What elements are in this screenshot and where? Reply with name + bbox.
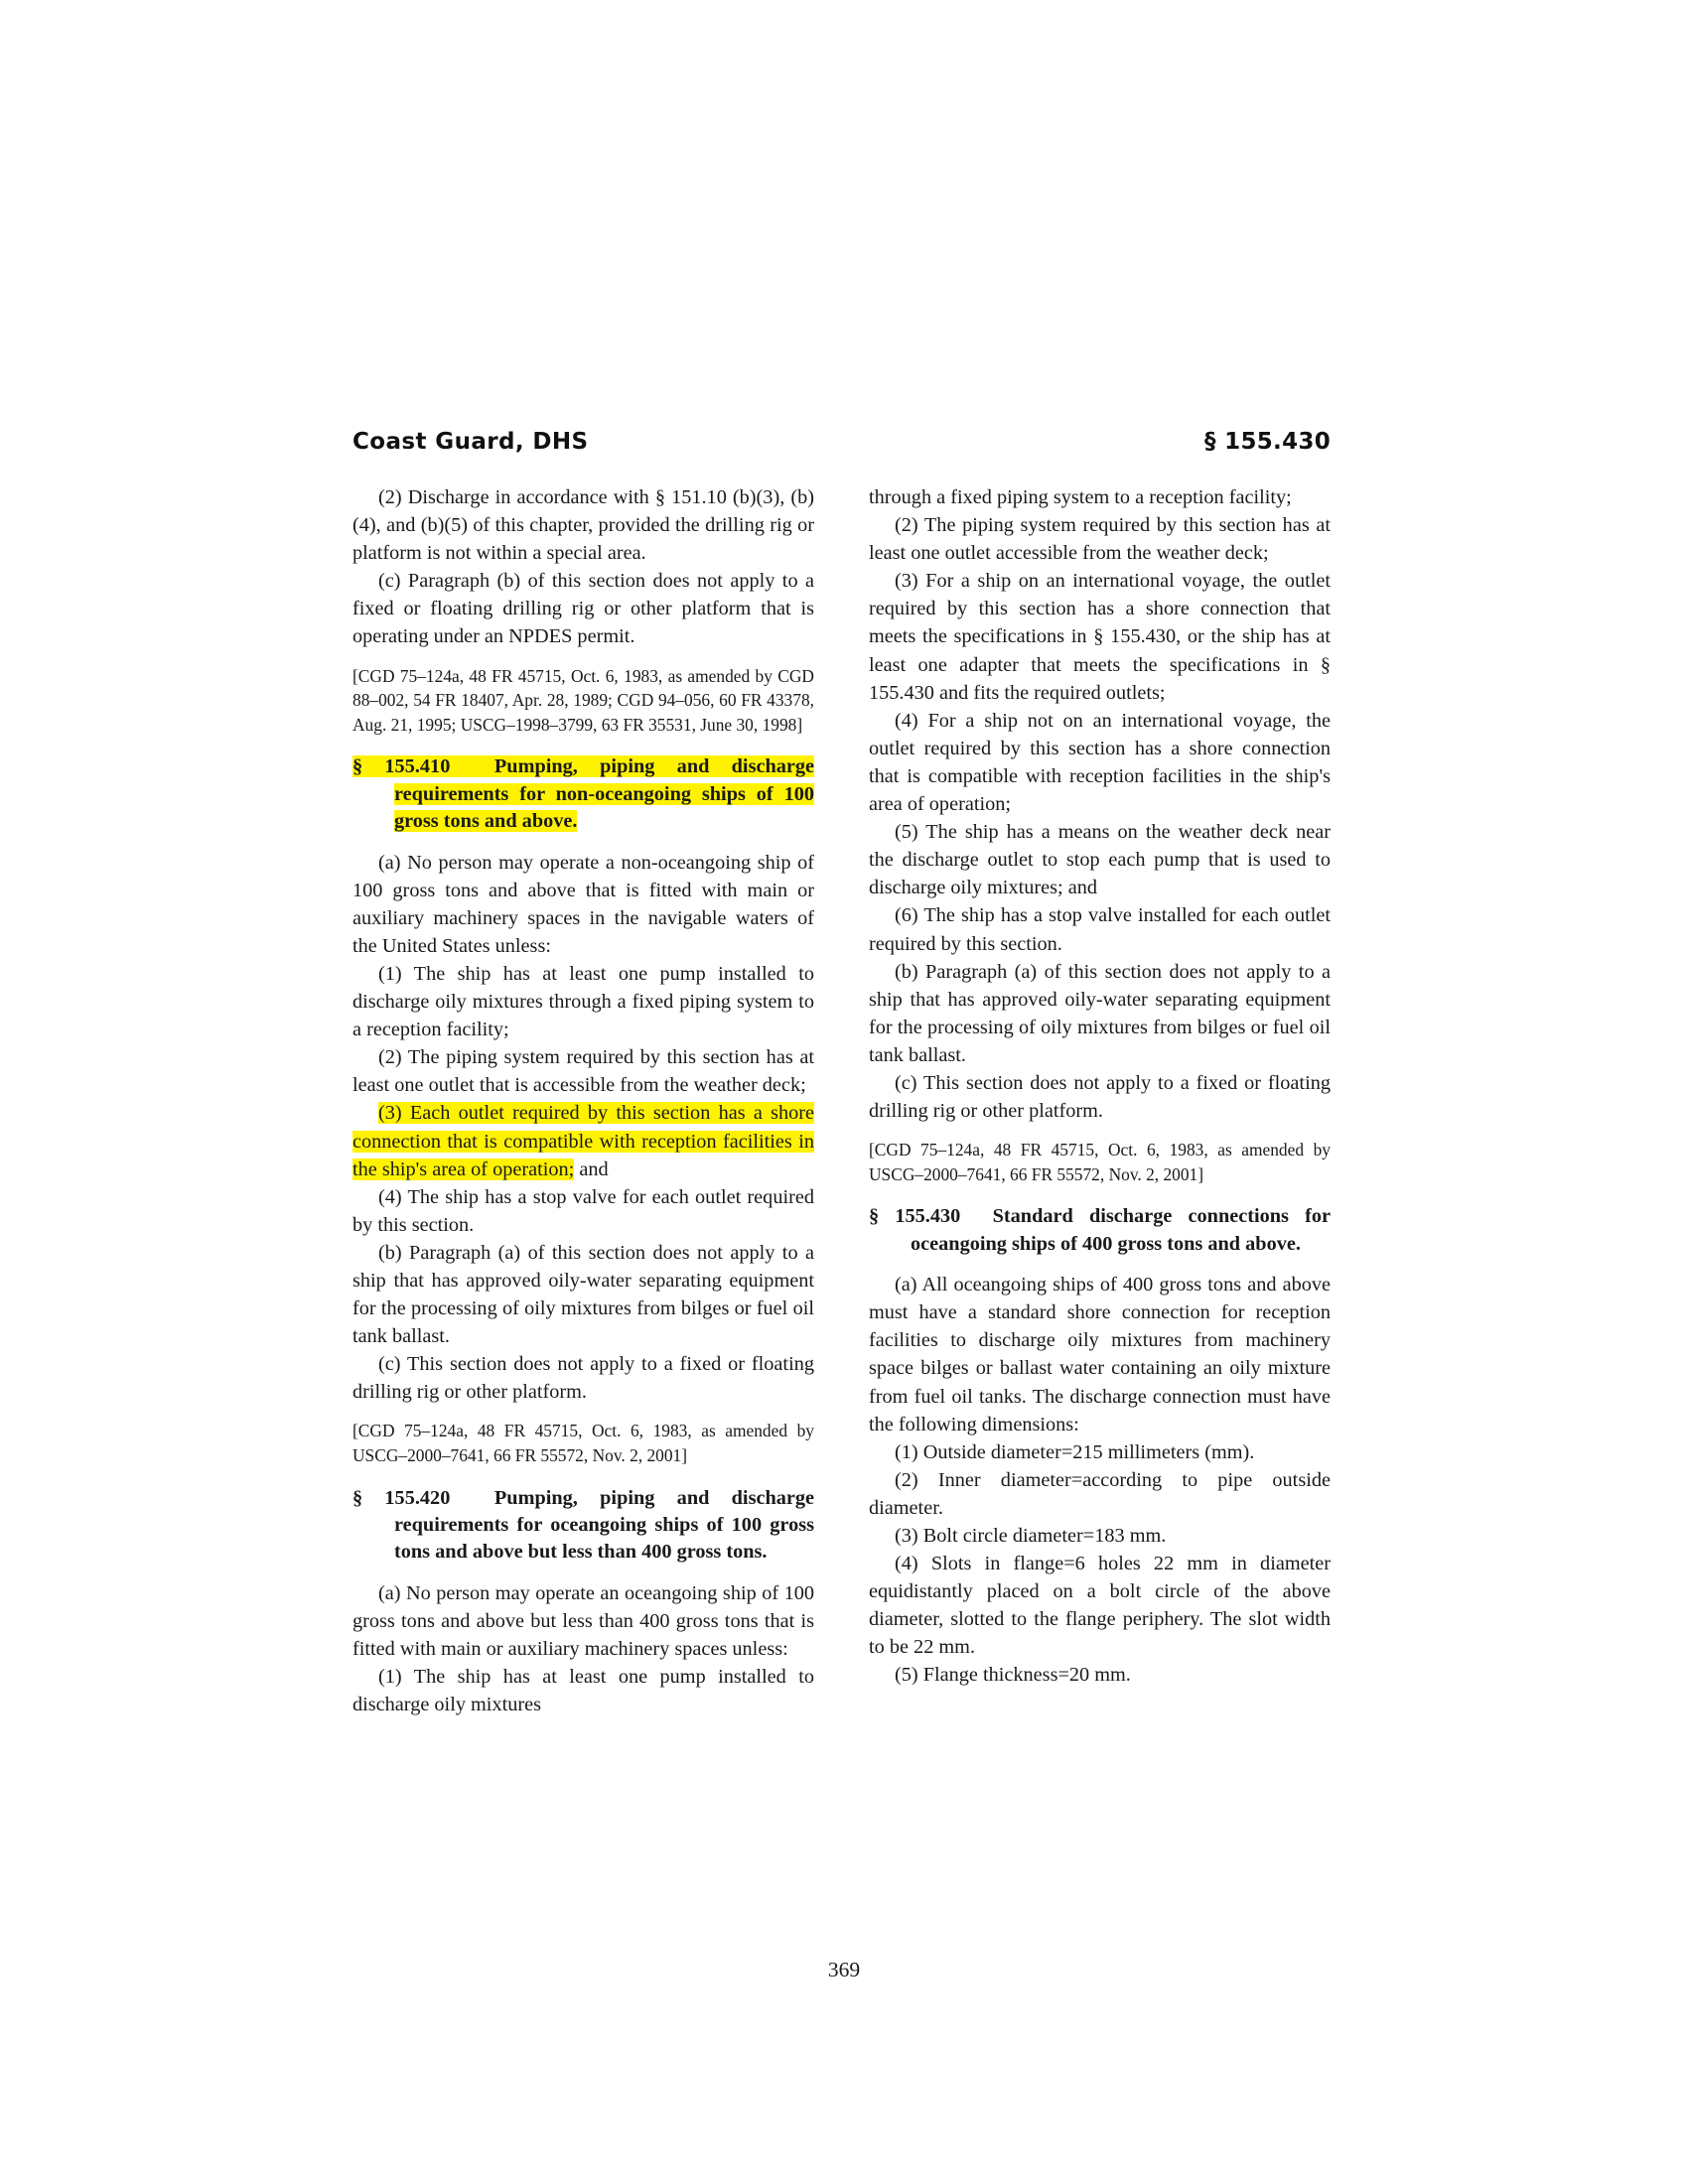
two-column-body — [352, 483, 1331, 1923]
paragraph-430-a3: (3) Bolt circle diameter=183 mm. — [895, 1525, 1167, 1547]
highlighted-text-410-a3: (3) Each outlet required by this section has a shore connection that is compatible with reception facilities in the ship's area of operation; — [352, 1102, 814, 1180]
paragraph-410-a3-tail: and — [574, 1158, 609, 1180]
paragraph-420-b: (b) Paragraph (a) of this section does not apply to a ship that has approved oily-water separating equipment for the processing of oily mixtures from bilges or fuel oil tank ballast. — [869, 960, 1331, 1066]
paragraph-420-a: (a) No person may operate an oceangoing ship of 100 gross tons and above but less than 400 gross tons that is fitted with main or auxiliary machinery spaces unless: — [352, 1581, 814, 1661]
citation-block-2: [CGD 75–124a, 48 FR 45715, Oct. 6, 1983, as amended by USCG–2000–7641, 66 FR 55572, Nov. 2, 2001] — [352, 1421, 814, 1466]
section-title-155-420: Pumping, piping and discharge requirements for oceangoing ships of 100 gross tons and above but less than 400 gross tons. — [394, 1486, 815, 1564]
paragraph-420-a5: (5) The ship has a means on the weather deck near the discharge outlet to stop each pump that is used to discharge oily mixtures; and — [869, 821, 1331, 899]
paragraph-420-a1-partial: (1) The ship has at least one pump installed to discharge oily mixtures — [352, 1666, 814, 1716]
paragraph-420-a3: (3) For a ship on an international voyage, the outlet required by this section has a shore connection that meets the specifications in § 155.430, or the ship has at least one adapter that meets the specifications in § 155.430 and fits the required outlets; — [869, 570, 1331, 704]
paragraph-b2: (2) Discharge in accordance with § 151.10 (b)(3), (b)(4), and (b)(5) of this chapter, provided the drilling rig or platform is not within a special area. — [352, 486, 814, 565]
paragraph-420-c: (c) This section does not apply to a fixed or floating drilling rig or other platform. — [869, 1071, 1331, 1123]
citation-block-3: [CGD 75–124a, 48 FR 45715, Oct. 6, 1983, as amended by USCG–2000–7641, 66 FR 55572, Nov. 2, 2001] — [869, 1140, 1331, 1184]
section-heading-155-420 — [352, 1485, 814, 1567]
paragraph-410-a: (a) No person may operate a non-oceangoing ship of 100 gross tons and above that is fitted with main or auxiliary machinery spaces in the navigable waters of the United States unless: — [352, 851, 814, 957]
left-column — [352, 483, 814, 1923]
section-heading-155-410 — [352, 753, 814, 835]
paragraph-430-a1: (1) Outside diameter=215 millimeters (mm). — [895, 1440, 1255, 1463]
paragraph-430-a5: (5) Flange thickness=20 mm. — [895, 1664, 1131, 1687]
section-number-155-430: § 155.430 — [869, 1205, 961, 1228]
paragraph-c: (c) Paragraph (b) of this section does not apply to a fixed or floating drilling rig or other platform that is operating under an NPDES permit. — [352, 570, 814, 648]
right-column — [869, 483, 1331, 1923]
paragraph-410-a1: (1) The ship has at least one pump installed to discharge oily mixtures through a fixed piping system to a reception facility; — [352, 962, 814, 1041]
running-head-section: § 155.430 — [1204, 429, 1331, 455]
paragraph-420-a4: (4) For a ship not on an international voyage, the outlet required by this section has a shore connection that is compatible with reception facilities in the ship's area of operation; — [869, 709, 1331, 816]
citation-block-1: [CGD 75–124a, 48 FR 45715, Oct. 6, 1983, as amended by CGD 88–002, 54 FR 18407, Apr. 28, 1989; CGD 94–056, 60 FR 43378, Aug. 21, 1995; USCG–1998–3799, 63 FR 35531, June 30, 1998] — [352, 665, 814, 735]
paragraph-410-a4: (4) The ship has a stop valve for each outlet required by this section. — [352, 1185, 814, 1236]
paragraph-430-a4: (4) Slots in flange=6 holes 22 mm in diameter equidistantly placed on a bolt circle of the above diameter, slotted to the flange periphery. The slot width to be 22 mm. — [869, 1553, 1331, 1659]
paragraph-410-a3 — [352, 1099, 814, 1182]
paragraph-410-b: (b) Paragraph (a) of this section does not apply to a ship that has approved oily-water separating equipment for the processing of oily mixtures from bilges or fuel oil tank ballast. — [352, 1241, 814, 1348]
section-title-155-430: Standard discharge connections for oceangoing ships of 400 gross tons and above. — [911, 1205, 1332, 1255]
paragraph-420-a1-continued: through a fixed piping system to a reception facility; — [869, 486, 1292, 508]
paragraph-410-a2: (2) The piping system required by this section has at least one outlet that is accessible from the weather deck; — [352, 1046, 814, 1097]
page-number: 369 — [827, 1958, 861, 1981]
section-number-155-410: § 155.410 — [352, 755, 451, 778]
paragraph-410-c: (c) This section does not apply to a fixed or floating drilling rig or other platform. — [352, 1353, 814, 1404]
section-number-155-420: § 155.420 — [352, 1486, 451, 1509]
section-heading-155-430 — [869, 1203, 1331, 1258]
section-title-155-410: Pumping, piping and discharge requirements for non-oceangoing ships of 100 gross tons and above. — [394, 755, 815, 833]
paragraph-420-a6: (6) The ship has a stop valve installed for each outlet required by this section. — [869, 904, 1331, 955]
running-head — [352, 429, 1331, 455]
paragraph-420-a2: (2) The piping system required by this section has at least one outlet accessible from the weather deck; — [869, 514, 1331, 565]
paragraph-430-a2: (2) Inner diameter=according to pipe outside diameter. — [869, 1468, 1331, 1519]
running-head-agency: Coast Guard, DHS — [352, 429, 589, 455]
paragraph-430-a: (a) All oceangoing ships of 400 gross tons and above must have a standard shore connection for reception facilities to discharge oily mixtures from machinery space bilges or ballast water containing an oily mixture from fuel oil tanks. The discharge connection must have the following dimensions: — [869, 1274, 1331, 1435]
